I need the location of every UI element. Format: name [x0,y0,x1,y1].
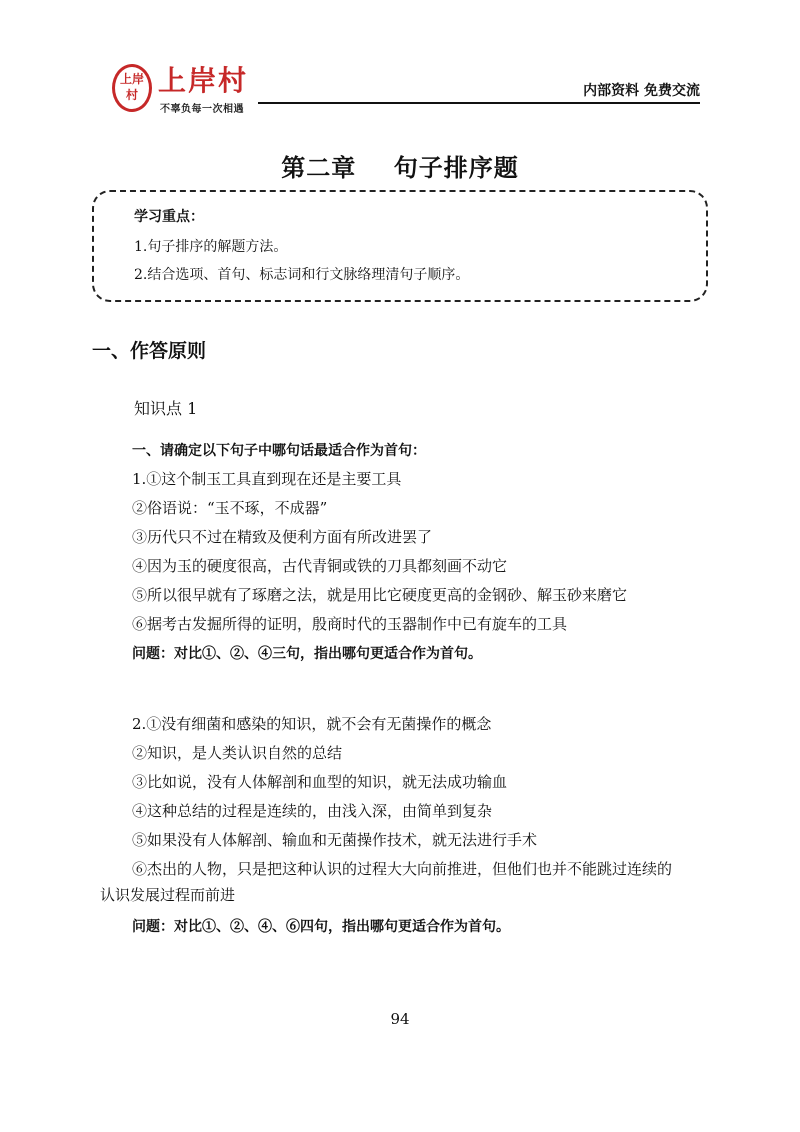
chapter-title: 第二章 句子排序题 [281,154,519,182]
page-number: 94 [390,1010,410,1028]
question-text: 问题：对比①、②、④三句，指出哪句更适合作为首句。 [132,646,482,662]
section-heading: 一、作答原则 [92,340,207,362]
study-focus-box [92,190,708,302]
question-heading: 一、请确定以下句子中哪句话最适合作为首句： [132,443,426,459]
svg-text:上岸: 上岸 [119,72,145,86]
sentence-line: 1.①这个制玉工具直到现在还是主要工具 [132,470,402,488]
header-divider [258,102,700,104]
logo-slogan: 不辜负每一次相遇 [160,104,244,115]
knowledge-point-label: 知识点 1 [134,399,198,418]
study-focus-label: 学习重点： [134,209,204,225]
logo-title: 上岸村 [158,64,249,97]
sentence-line-continued: 认识发展过程而前进 [100,886,236,904]
sentence-line: ④因为玉的硬度很高，古代青铜或铁的刀具都刻画不动它 [132,557,508,575]
question-text: 问题：对比①、②、④、⑥四句，指出哪句更适合作为首句。 [132,919,510,935]
logo-seal-icon [112,64,152,112]
seal-glyph-icon [115,67,149,109]
sentence-line: ⑥杰出的人物，只是把这种认识的过程大大向前推进，但他们也并不能跳过连续的 [132,860,673,878]
svg-text:村: 村 [125,88,139,102]
sentence-line: ⑤所以很早就有了琢磨之法，就是用比它硬度更高的金钢砂、解玉砂来磨它 [132,586,628,604]
sentence-line: ③比如说，没有人体解剖和血型的知识，就无法成功输血 [132,773,508,791]
page-header [0,0,800,130]
sentence-line: ②知识，是人类认识自然的总结 [132,744,343,762]
sentence-line: ②俗语说：“玉不琢，不成器” [132,499,328,517]
sentence-line: ④这种总结的过程是连续的，由浅入深，由简单到复杂 [132,802,493,820]
header-note: 内部资料 免费交流 [583,83,700,99]
sentence-line: ⑥据考古发掘所得的证明，殷商时代的玉器制作中已有旋车的工具 [132,615,568,633]
sentence-line: ③历代只不过在精致及便利方面有所改进罢了 [132,528,433,546]
sentence-line: 2.①没有细菌和感染的知识，就不会有无菌操作的概念 [132,715,492,733]
study-focus-item: 2.结合选项、首句、标志词和行文脉络理清句子顺序。 [134,267,470,283]
sentence-line: ⑤如果没有人体解剖、输血和无菌操作技术，就无法进行手术 [132,831,538,849]
study-focus-item: 1.句子排序的解题方法。 [134,239,288,255]
